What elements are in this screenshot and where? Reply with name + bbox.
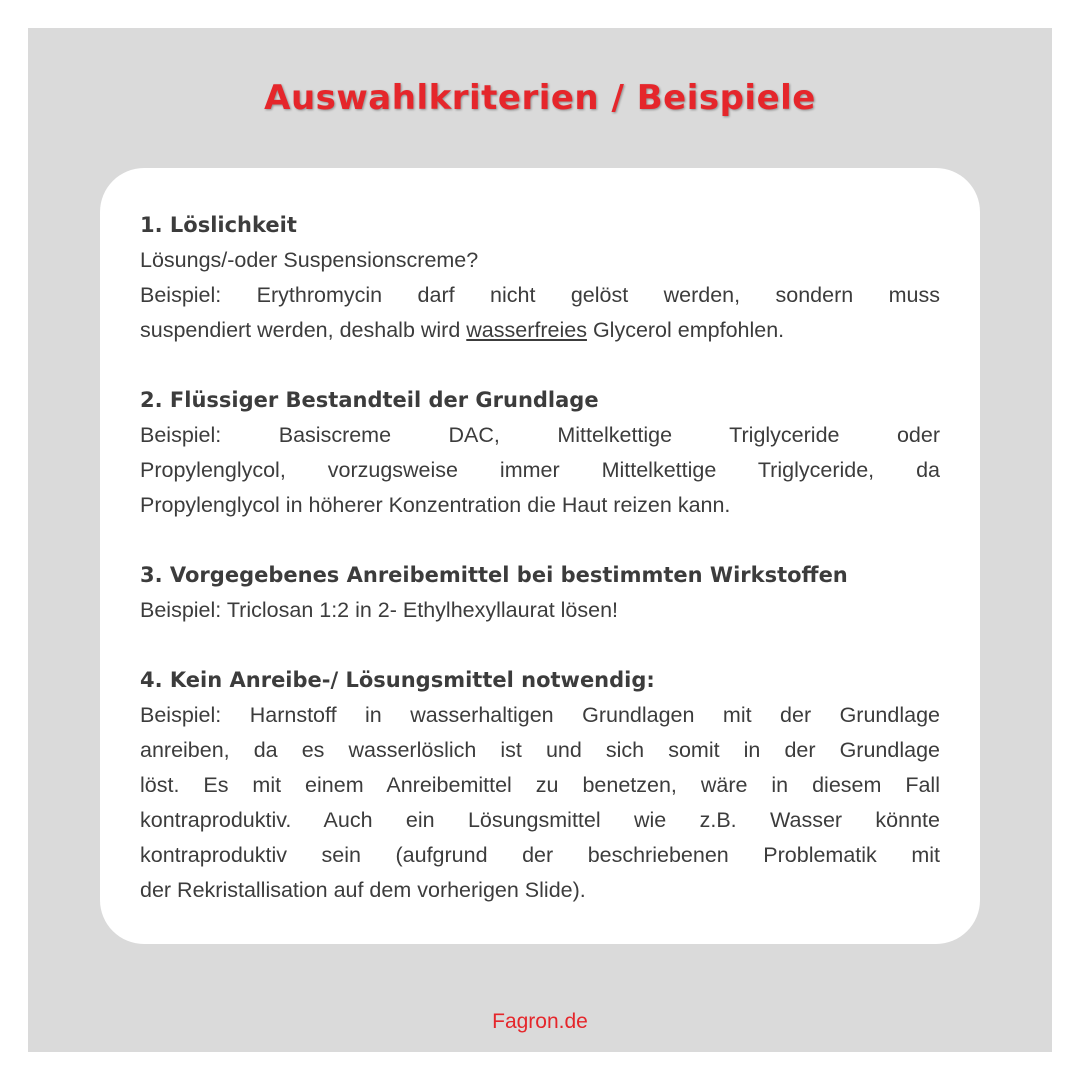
body-line: Lösungs/-oder Suspensionscreme? <box>140 248 479 272</box>
section-heading: 2. Flüssiger Bestandteil der Grundlage <box>140 388 599 412</box>
body-line: anreiben, da es wasserlöslich ist und sich somit in der Grundlage <box>140 738 940 762</box>
body-line: Propylenglycol in höherer Konzentration die Haut reizen kann. <box>140 493 731 517</box>
body-line: löst. Es mit einem Anreibemittel zu benetzen, wäre in diesem Fall <box>140 773 940 797</box>
section-liquid-component <box>140 383 940 523</box>
section-body <box>140 243 940 348</box>
body-line: der Rekristallisation auf dem vorherigen Slide). <box>140 878 586 902</box>
content-card <box>100 168 980 944</box>
body-text: suspendiert werden, deshalb wird <box>140 318 467 342</box>
body-line <box>140 313 940 348</box>
body-line: kontraproduktiv sein (aufgrund der beschriebenen Problematik mit <box>140 843 940 867</box>
section-body <box>140 698 940 908</box>
section-body <box>140 593 940 628</box>
section-heading: 1. Löslichkeit <box>140 213 297 237</box>
section-no-agent-needed <box>140 663 940 908</box>
slide-title: Auswahlkriterien / Beispiele <box>264 78 816 118</box>
section-solubility <box>140 208 940 348</box>
body-line: kontraproduktiv. Auch ein Lösungsmittel wie z.B. Wasser könnte <box>140 808 940 832</box>
body-line: Beispiel: Basiscreme DAC, Mittelkettige Triglyceride oder <box>140 423 940 447</box>
section-triturating-agent <box>140 558 940 628</box>
body-line: Beispiel: Erythromycin darf nicht gelöst werden, sondern muss <box>140 283 940 307</box>
body-line: Beispiel: Harnstoff in wasserhaltigen Grundlagen mit der Grundlage <box>140 703 940 727</box>
footer-source: Fagron.de <box>492 1010 588 1033</box>
body-line: Beispiel: Triclosan 1:2 in 2- Ethylhexyllaurat lösen! <box>140 598 619 622</box>
section-body <box>140 418 940 523</box>
underlined-text: wasserfreies <box>466 318 587 342</box>
body-text: Glycerol empfohlen. <box>586 318 785 342</box>
section-heading: 3. Vorgegebenes Anreibemittel bei bestimmten Wirkstoffen <box>140 563 848 587</box>
section-heading: 4. Kein Anreibe-/ Lösungsmittel notwendig: <box>140 668 655 692</box>
body-line: Propylenglycol, vorzugsweise immer Mittelkettige Triglyceride, da <box>140 458 940 482</box>
